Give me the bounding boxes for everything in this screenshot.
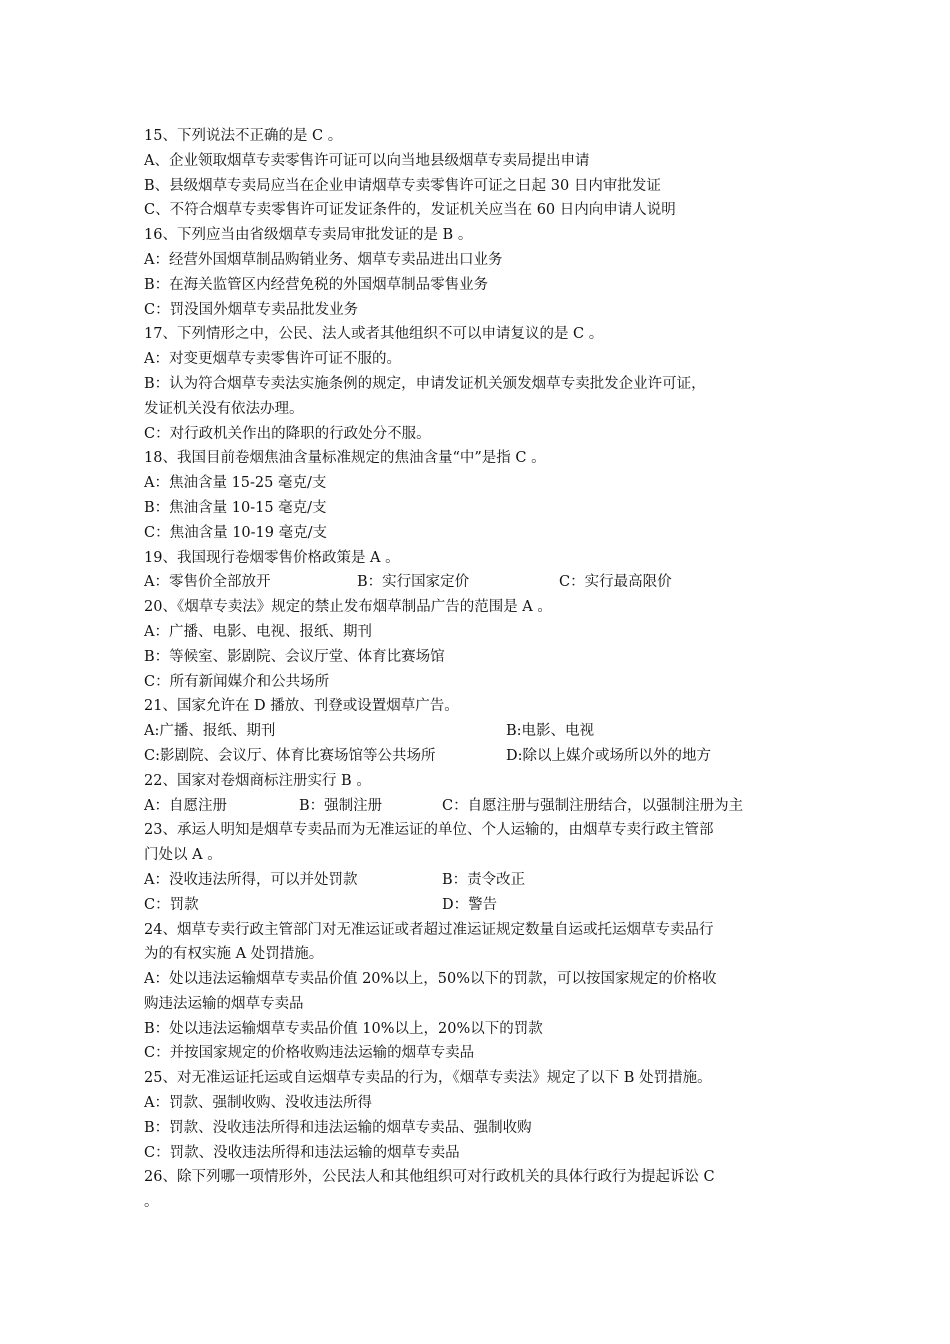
answer-option: D:除以上媒介或场所以外的地方 bbox=[506, 747, 712, 764]
answer-option: A：处以违法运输烟草专卖品价值 20%以上，50%以下的罚款，可以按国家规定的价格收 bbox=[144, 971, 717, 988]
answer-option: C：并按国家规定的价格收购违法运输的烟草专卖品 bbox=[144, 1045, 475, 1062]
question-stem: 25、对无准运证托运或自运烟草专卖品的行为，《烟草专卖法》规定了以下 B 处罚措施。 bbox=[144, 1070, 712, 1087]
answer-option: B：强制注册 bbox=[299, 797, 383, 814]
answer-option: A：广播、电影、电视、报纸、期刊 bbox=[144, 623, 372, 640]
question-stem: 21、国家允许在 D 播放、刊登或设置烟草广告。 bbox=[144, 698, 459, 715]
answer-option: C：所有新闻媒介和公共场所 bbox=[144, 673, 330, 690]
answer-option: B：实行国家定价 bbox=[357, 574, 470, 591]
answer-option: C：罚没国外烟草专卖品批发业务 bbox=[144, 301, 359, 318]
question-stem: 22、国家对卷烟商标注册实行 B 。 bbox=[144, 772, 371, 789]
answer-option: B：等候室、影剧院、会议厅堂、体育比赛场馆 bbox=[144, 648, 445, 665]
answer-option: 发证机关没有依法办理。 bbox=[144, 400, 304, 417]
answer-option: A：零售价全部放开 bbox=[144, 574, 271, 591]
answer-option-row bbox=[144, 744, 812, 769]
answer-option: C：自愿注册与强制注册结合，以强制注册为主 bbox=[442, 797, 744, 814]
answer-option: A：自愿注册 bbox=[144, 797, 227, 814]
question-stem-continued: 。 bbox=[144, 1194, 159, 1211]
answer-option: A、企业领取烟草专卖零售许可证可以向当地县级烟草专卖局提出申请 bbox=[144, 152, 590, 169]
question-list bbox=[144, 124, 812, 1215]
answer-option: C、不符合烟草专卖零售许可证发证条件的，发证机关应当在 60 日内向申请人说明 bbox=[144, 202, 676, 219]
answer-option: A：对变更烟草专卖零售许可证不服的。 bbox=[144, 351, 401, 368]
answer-option: C:影剧院、会议厅、体育比赛场馆等公共场所 bbox=[144, 747, 436, 764]
answer-option-row bbox=[144, 794, 812, 819]
answer-option: B：责令改正 bbox=[442, 871, 526, 888]
answer-option: C：罚款、没收违法所得和违法运输的烟草专卖品 bbox=[144, 1144, 460, 1161]
answer-option: A:广播、报纸、期刊 bbox=[144, 723, 276, 740]
answer-option: B：罚款、没收违法所得和违法运输的烟草专卖品、强制收购 bbox=[144, 1119, 532, 1136]
answer-option: C：实行最高限价 bbox=[559, 574, 672, 591]
answer-option: A：罚款、强制收购、没收违法所得 bbox=[144, 1095, 372, 1112]
answer-option: C：焦油含量 10-19 毫克/支 bbox=[144, 524, 327, 541]
answer-option: B：在海关监管区内经营免税的外国烟草制品零售业务 bbox=[144, 276, 489, 293]
answer-option: A：焦油含量 15-25 毫克/支 bbox=[144, 475, 327, 492]
answer-option: B:电影、电视 bbox=[506, 723, 595, 740]
answer-option-row bbox=[144, 893, 812, 918]
question-stem-continued: 门处以 A 。 bbox=[144, 847, 222, 864]
question-stem: 20、《烟草专卖法》规定的禁止发布烟草制品广告的范围是 A 。 bbox=[144, 599, 552, 616]
answer-option: 购违法运输的烟草专卖品 bbox=[144, 995, 304, 1012]
question-stem: 24、烟草专卖行政主管部门对无准运证或者超过准运证规定数量自运或托运烟草专卖品行 bbox=[144, 921, 714, 938]
question-stem: 23、承运人明知是烟草专卖品而为无准运证的单位、个人运输的，由烟草专卖行政主管部 bbox=[144, 822, 714, 839]
question-stem: 17、下列情形之中，公民、法人或者其他组织不可以申请复议的是 C 。 bbox=[144, 326, 604, 343]
answer-option: C：罚款 bbox=[144, 896, 199, 913]
question-stem: 19、我国现行卷烟零售价格政策是 A 。 bbox=[144, 549, 400, 566]
answer-option: A：没收违法所得，可以并处罚款 bbox=[144, 871, 358, 888]
answer-option: B、县级烟草专卖局应当在企业申请烟草专卖零售许可证之日起 30 日内审批发证 bbox=[144, 177, 661, 194]
answer-option: B：认为符合烟草专卖法实施条例的规定，申请发证机关颁发烟草专卖批发企业许可证， bbox=[144, 375, 706, 392]
answer-option-row bbox=[144, 570, 812, 595]
answer-option: A：经营外国烟草制品购销业务、烟草专卖品进出口业务 bbox=[144, 251, 503, 268]
answer-option: D：警告 bbox=[442, 896, 498, 913]
question-stem: 16、下列应当由省级烟草专卖局审批发证的是 B 。 bbox=[144, 227, 473, 244]
question-stem: 15、下列说法不正确的是 C 。 bbox=[144, 128, 343, 144]
question-stem-continued: 为的有权实施 A 处罚措施。 bbox=[144, 946, 324, 963]
question-stem: 18、我国目前卷烟焦油含量标准规定的焦油含量“中”是指 C 。 bbox=[144, 450, 546, 467]
answer-option-row bbox=[144, 868, 812, 893]
question-stem: 26、除下列哪一项情形外，公民法人和其他组织可对行政机关的具体行政行为提起诉讼 C bbox=[144, 1169, 715, 1186]
answer-option: C：对行政机关作出的降职的行政处分不服。 bbox=[144, 425, 431, 442]
answer-option-row bbox=[144, 719, 812, 744]
answer-option: B：焦油含量 10-15 毫克/支 bbox=[144, 499, 327, 516]
answer-option: B：处以违法运输烟草专卖品价值 10%以上，20%以下的罚款 bbox=[144, 1020, 543, 1037]
